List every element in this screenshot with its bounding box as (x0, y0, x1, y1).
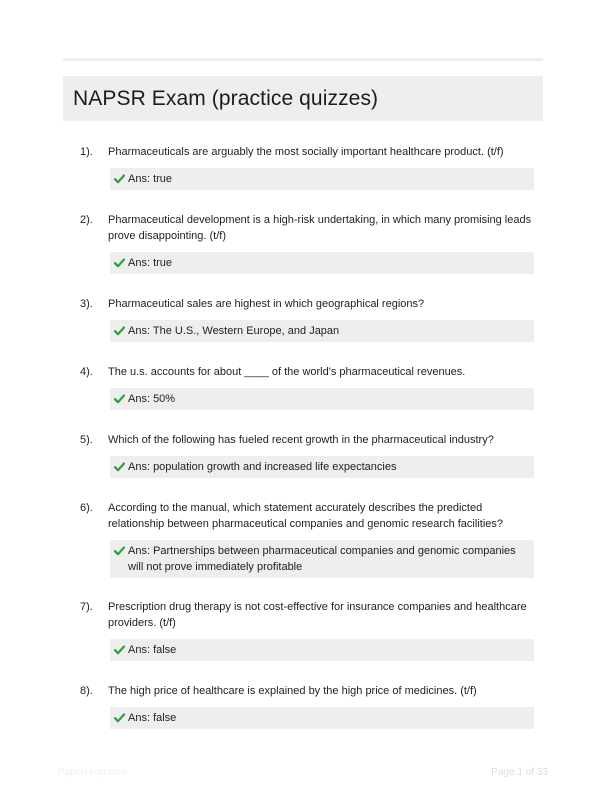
question-number: 2). (80, 214, 93, 226)
question-item-4 (80, 364, 540, 410)
footer-watermark: PaperHelp.com (58, 767, 127, 778)
answer-text: Ans: 50% (128, 393, 176, 405)
answer-box (110, 388, 534, 410)
answer-box (110, 540, 534, 578)
question-number: 7). (80, 601, 93, 613)
question-item-2 (80, 212, 540, 274)
checkmark-icon (114, 642, 125, 658)
answer-text: Ans: Partnerships between pharmaceutical companies and genomic companies will not prove immediately profitable (128, 545, 516, 573)
question-text: Which of the following has fueled recent growth in the pharmaceutical industry? (108, 434, 494, 446)
question-text: Pharmaceutical sales are highest in which geographical regions? (108, 298, 425, 310)
answer-box (110, 252, 534, 274)
checkmark-icon (114, 323, 125, 339)
question-number: 8). (80, 685, 93, 697)
answer-box (110, 639, 534, 661)
answer-text: Ans: true (128, 173, 173, 185)
question-item-5 (80, 432, 540, 478)
answer-box (110, 456, 534, 478)
answer-text: Ans: false (128, 712, 177, 724)
answer-text: Ans: true (128, 257, 173, 269)
question-item-7 (80, 599, 540, 661)
answer-box (110, 707, 534, 729)
question-text: The high price of healthcare is explained by the high price of medicines. (t/f) (108, 685, 477, 697)
question-text: The u.s. accounts for about ____ of the world's pharmaceutical revenues. (108, 366, 466, 378)
checkmark-icon (114, 391, 125, 407)
question-text: Pharmaceutical development is a high-risk undertaking, in which many promising leads prove disappointing. (t/f) (108, 214, 532, 242)
page-title: NAPSR Exam (practice quizzes) (73, 86, 379, 110)
answer-text: Ans: population growth and increased life expectancies (128, 461, 397, 473)
question-text: Prescription drug therapy is not cost-effective for insurance companies and healthcare providers. (t/f) (108, 601, 527, 629)
question-number: 6). (80, 502, 93, 514)
question-text: Pharmaceuticals are arguably the most socially important healthcare product. (t/f) (108, 146, 504, 158)
answer-text: Ans: false (128, 644, 177, 656)
checkmark-icon (114, 255, 125, 271)
answer-text: Ans: The U.S., Western Europe, and Japan (128, 325, 340, 337)
question-item-1 (80, 144, 540, 190)
question-number: 1). (80, 146, 93, 158)
checkmark-icon (114, 710, 125, 726)
checkmark-icon (114, 459, 125, 475)
question-number: 3). (80, 298, 93, 310)
question-number: 5). (80, 434, 93, 446)
page-indicator: Page 1 of 33 (491, 767, 548, 778)
answer-box (110, 168, 534, 190)
top-divider (63, 58, 543, 61)
question-text: According to the manual, which statement accurately describes the predicted relationship between pharmaceutical companies and genomic research facilities? (108, 502, 503, 530)
title-banner (63, 76, 543, 121)
checkmark-icon (114, 171, 125, 187)
question-number: 4). (80, 366, 93, 378)
question-item-3 (80, 296, 540, 342)
checkmark-icon (114, 543, 125, 559)
answer-box (110, 320, 534, 342)
question-item-8 (80, 683, 540, 729)
question-item-6 (80, 500, 540, 578)
